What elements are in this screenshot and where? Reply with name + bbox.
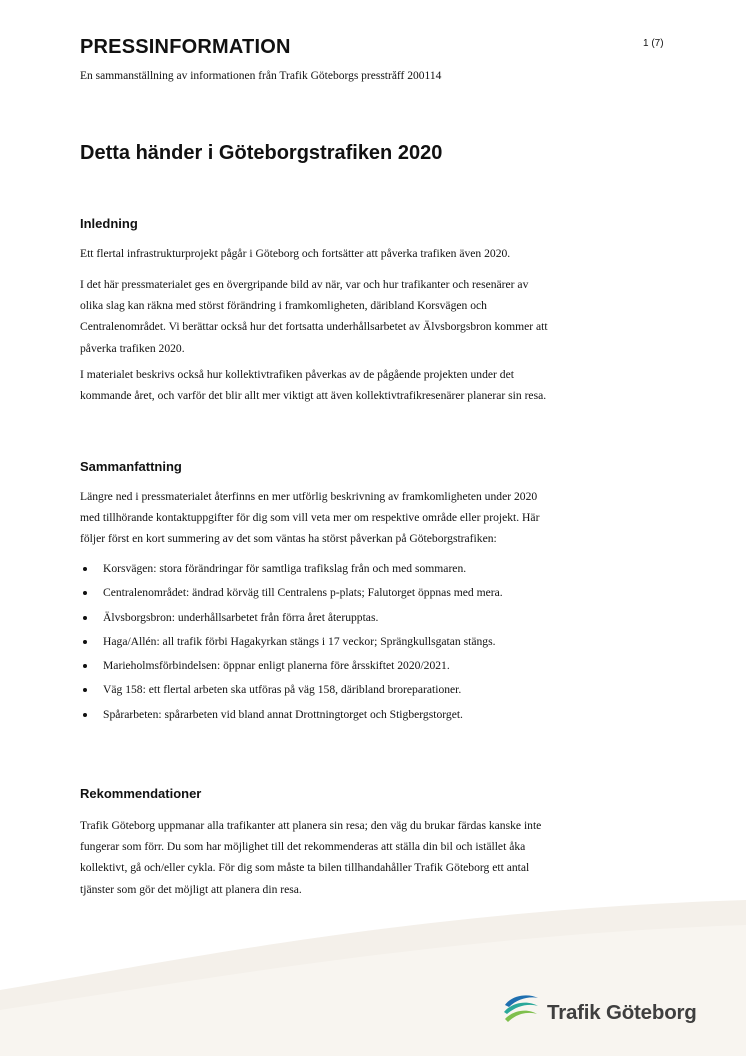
footer-wave-decoration [0, 880, 746, 1056]
page-number: 1 (7) [643, 38, 664, 49]
intro-paragraph-2 [80, 274, 650, 359]
text-line: följer först en kort summering av det som väntas ha störst påverkan på Göteborgstrafiken: [80, 532, 497, 546]
text-line: fungerar som förr. Du som har möjlighet till det rekommenderas att ställa din bil och istället åka [80, 840, 526, 854]
text-line: med tillhörande kontaktuppgifter för dig som vill veta mer om respektive område eller projekt. Här [80, 511, 540, 525]
document-subtitle: En sammanställning av informationen från Trafik Göteborgs presstrăff 200114 [80, 70, 442, 82]
list-item: Haga/Allén: all trafik förbi Hagakyrkan stängs i 17 veckor; Sprängkullsgatan stängs. [80, 633, 503, 657]
text-line: olika slag kan räkna med störst förändring i framkomligheten, däribland Korsvägen och [80, 299, 487, 313]
text-line: kollektivt, gå och/eller cykla. För dig som måste ta bilen tillhandahåller Trafik Göteborg ett antal [80, 861, 530, 875]
list-item: Marieholmsförbindelsen: öppnar enligt planerna före årsskiftet 2020/2021. [80, 657, 503, 681]
list-item: Älvsborgsbron: underhållsarbetet från förra året återupptas. [80, 609, 503, 633]
text-line: I materialet beskrivs också hur kollektivtrafiken påverkas av de pågående projekten under det [80, 368, 514, 381]
intro-paragraph-1 [80, 243, 650, 264]
list-item: Väg 158: ett flertal arbeten ska utföras på väg 158, däribland broreparationer. [80, 681, 503, 705]
list-item: Centralenområdet: ändrad körväg till Centralens p-plats; Falutorget öppnas med mera. [80, 584, 503, 608]
list-item: Korsvägen: stora förändringar för samtliga trafikslag från och med sommaren. [80, 560, 503, 584]
list-item: Spårarbeten: spårarbeten vid bland annat Drottningtorget och Stigbergstorget. [80, 706, 503, 730]
text-line: påverka trafiken 2020. [80, 341, 185, 355]
section-heading-summary: Sammanfattning [80, 459, 182, 474]
intro-paragraph-3 [80, 364, 650, 406]
text-line: tjänster som gör det möjligt att planera din resa. [80, 882, 302, 896]
section-heading-intro: Inledning [80, 216, 138, 231]
text-line: Ett flertal infrastrukturprojekt pågår i Göteborg och fortsätter att påverka trafiken även 2020. [80, 247, 511, 260]
brand-logo-text: Trafik Göteborg [547, 1001, 697, 1024]
trafik-goteborg-wave-logo-icon [502, 991, 540, 1027]
text-line: Centralenområdet. Vi berättar också hur det fortsatta underhållsarbetet av Älvsborgsbron kommer att [80, 320, 548, 334]
text-line: I det här pressmaterialet ges en övergripande bild av när, var och hur trafikanter och resenärer av [80, 278, 529, 291]
summary-bullet-list [80, 560, 503, 730]
text-line: Längre ned i pressmaterialet återfinns en mer utförlig beskrivning av framkomligheten under 2020 [80, 490, 538, 503]
document-type-title: PRESSINFORMATION [80, 36, 291, 58]
summary-paragraph [80, 486, 650, 550]
section-heading-recommendations: Rekommendationer [80, 786, 202, 801]
text-line: Trafik Göteborg uppmanar alla trafikanter att planera sin resa; den väg du brukar färdas kanske inte [80, 819, 542, 832]
page-title: Detta händer i Göteborgstrafiken 2020 [80, 142, 443, 164]
text-line: kommande året, och varför det blir allt mer viktigt att även kollektivtrafikresenärer planerar sin resa. [80, 389, 547, 403]
